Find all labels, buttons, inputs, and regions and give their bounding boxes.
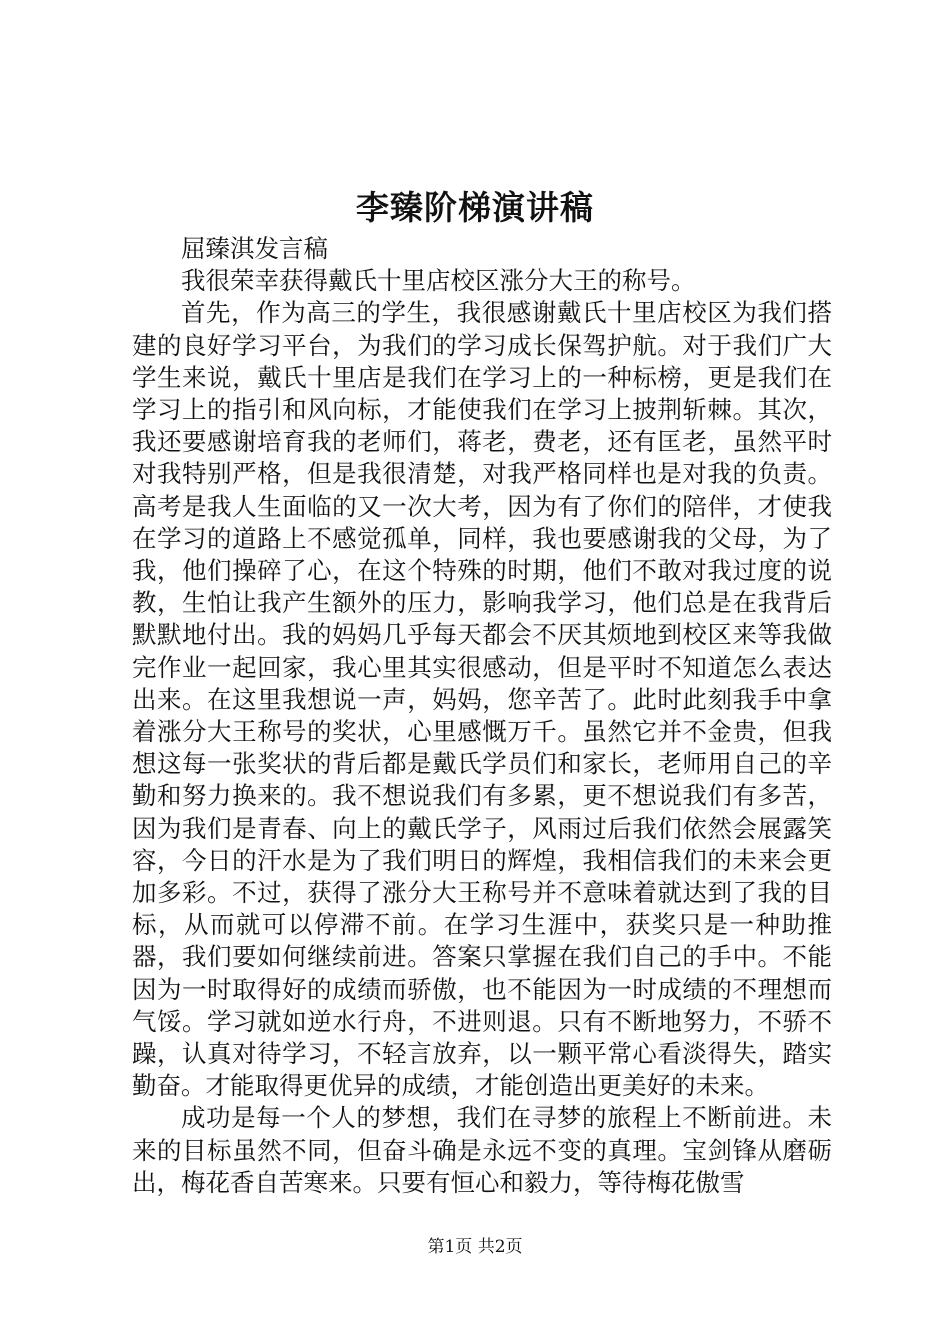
- paragraph-main: 首先，作为高三的学生，我很感谢戴氏十里店校区为我们搭建的良好学习平台，为我们的学习成长保驾护航。对于我们广大学生来说，戴氏十里店是我们在学习上的一种标榜，更是我们在学习上的指引和风向标，才能使我们在学习上披荆斩棘。其次，我还要感谢培育我的老师们，蒋老，费老，还有匡老，虽然平时对我特别严格，但是我很清楚，对我严格同样也是对我的负责。高考是我人生面临的又一次大考，因为有了你们的陪伴，才使我在学习的道路上不感觉孤单，同样，我也要感谢我的父母，为了我，他们操碎了心，在这个特殊的时期，他们不敢对我过度的说教，生怕让我产生额外的压力，影响我学习，他们总是在我背后默默地付出。我的妈妈几乎每天都会不厌其烦地到校区来等我做完作业一起回家，我心里其实很感动，但是平时不知道怎么表达出来。在这里我想说一声，妈妈，您辛苦了。此时此刻我手中拿着涨分大王称号的奖状，心里感慨万千。虽然它并不金贵，但我想这每一张奖状的背后都是戴氏学员们和家长，老师用自己的辛勤和努力换来的。我不想说我们有多累，更不想说我们有多苦，因为我们是青春、向上的戴氏学子，风雨过后我们依然会展露笑容，今日的汗水是为了我们明日的辉煌，我相信我们的未来会更加多彩。不过，获得了涨分大王称号并不意味着就达到了我的目标，从而就可以停滞不前。在学习生涯中，获奖只是一种助推器，我们要如何继续前进。答案只掌握在我们自己的手中。不能因为一时取得好的成绩而骄傲，也不能因为一时成绩的不理想而气馁。学习就如逆水行舟，不进则退。只有不断地努力，不骄不躁，认真对待学习，不轻言放弃，以一颗平常心看淡得失，踏实勤奋。才能取得更优异的成绩，才能创造出更美好的未来。: [132, 298, 832, 1101]
- document-title: 李臻阶梯演讲稿: [356, 188, 594, 227]
- paragraph-author-line: 屈臻淇发言稿: [181, 234, 328, 263]
- document-body: [132, 233, 832, 1199]
- paragraph-intro: 我很荣幸获得戴氏十里店校区涨分大王的称号。: [181, 266, 696, 296]
- page-number-footer: 第1页 共2页: [427, 1237, 523, 1257]
- paragraph-conclusion: 成功是每一个人的梦想，我们在寻梦的旅程上不断前进。未来的目标虽然不同，但奋斗确是永远不变的真理。宝剑锋从磨砺出，梅花香自苦寒来。只要有恒心和毅力，等待梅花傲雪: [132, 1103, 832, 1197]
